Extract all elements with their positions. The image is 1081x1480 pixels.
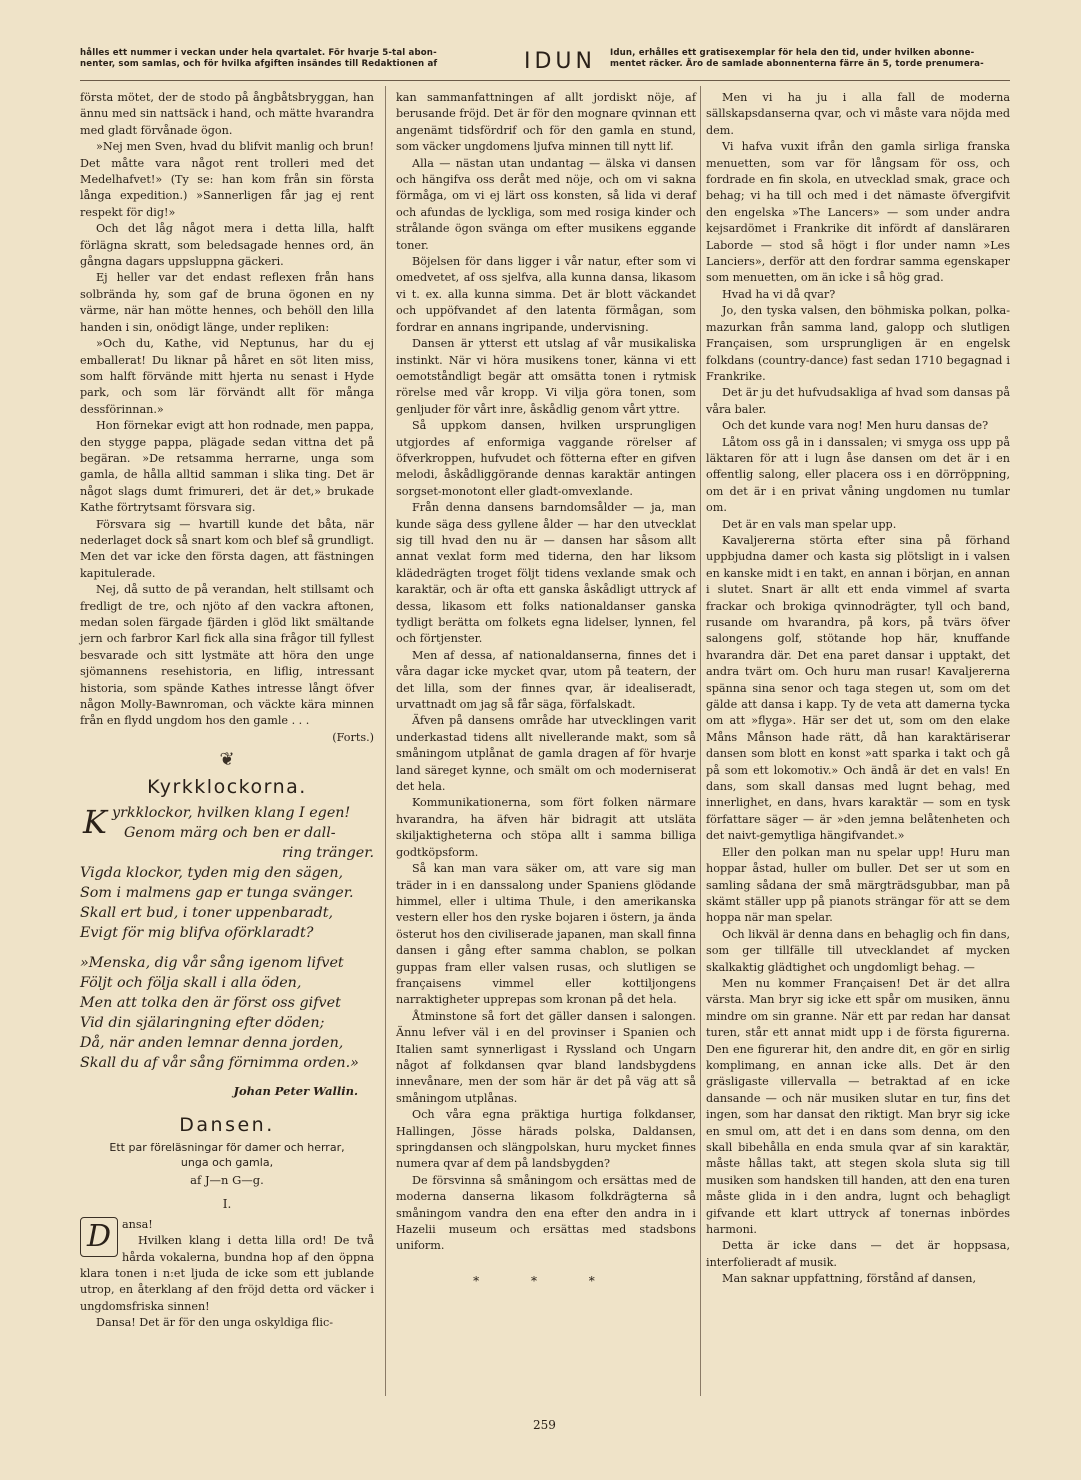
paragraph: Försvara sig — hvartill kunde det båta, när nederlaget dock så snart kom och blef så grundligt. Men det var icke den första dagen, att fästningen kapitulerade. bbox=[80, 517, 374, 580]
article-subtitle: unga och gamla, bbox=[180, 1155, 274, 1169]
paragraph: Åtminstone så fort det gäller dansen i salongen. Ännu lefver väl i en del provinser i Spanien och Italien samt synnerligast i Ryssland och Ungarn något af folkdansen qvar bland landsbygdens innevånare, men der som här är det på väg att så småningom utplånas. bbox=[396, 1009, 696, 1105]
paragraph: Hvad ha vi då qvar? bbox=[722, 287, 836, 301]
paragraph: Det är ju det hufvudsakliga af hvad som dansas på våra baler. bbox=[706, 386, 1010, 416]
paragraph: Och likväl är denna dans en behaglig och fin dans, som ger tillfälle till utvecklandet af mycken skalkaktig glädtighet och ungdomligt behag. — bbox=[706, 927, 1010, 974]
paragraph: »Nej men Sven, hvad du blifvit manlig och brun! Det måtte vara något rent trolleri med det Medelhafvet!» (Ty se: han kom från sin första långa expedition.) »Sannerligen får jag ej rent respekt för dig!» bbox=[80, 140, 374, 219]
poem-line: Då, när anden lemnar denna jorden, bbox=[80, 1035, 344, 1052]
page-number: 259 bbox=[533, 1418, 556, 1432]
paragraph: Och det kunde vara nog! Men huru dansas de? bbox=[722, 419, 989, 433]
paragraph: »Och du, Kathe, vid Neptunus, har du ej emballerat! Du liknar på håret en söt liten miss, som halft förvände mitt hjerta nu senast i Hyde park, och som lär förvändt allt för många dessförinnan.» bbox=[80, 337, 374, 416]
poem-line: »Menska, dig vår sång igenom lifvet bbox=[80, 955, 344, 972]
poem-stanza-1 bbox=[80, 803, 374, 943]
section-break-stars: * * * bbox=[473, 1273, 619, 1288]
paragraph: Jo, den tyska valsen, den böhmiska polkan, polka-mazurkan från samma land, galopp och slutligen Françaisen, som ursprungligen är en engelsk folkdans (country-dance) fast sedan 1710 begagnad i Frankrike. bbox=[706, 304, 1010, 383]
poem-line: Vigda klockor, tyden mig den sägen, bbox=[80, 865, 344, 882]
masthead-title: IDUN bbox=[524, 49, 596, 74]
paragraph: Hon förnekar evigt att hon rodnade, men pappa, den stygge pappa, plägade sedan vittna det på begäran. »De retsamma herrarne, unga som gamla, de hålla alltid samman i slika ting. Det är något slags dumt frimureri, det är det,» brukade Kathe förtrytsamt försvara sig. bbox=[80, 419, 374, 515]
paragraph: Man saknar uppfattning, förstånd af dansen, bbox=[722, 1272, 977, 1286]
poem-line: Evigt för mig blifva oförklaradt? bbox=[80, 925, 314, 942]
paragraph: Men vi ha ju i alla fall de moderna sällskapsdanserna qvar, och vi måste vara nöjda med dem. bbox=[706, 91, 1010, 137]
paragraph: Eller den polkan man nu spelar upp! Huru man hoppar åstad, huller om buller. Det ser ut som en samling sådana der små märgträdsgubbar, man på skämt ställer upp på pianots strängar för att se dem hoppa när man spelar. bbox=[706, 845, 1010, 925]
poem-title: Kyrkklockorna. bbox=[147, 775, 307, 798]
paragraph: Detta är icke dans — det är hoppsasa, interfolieradt af musik. bbox=[706, 1239, 1010, 1269]
paragraph: Vi hafva vuxit ifrån den gamla sirliga franska menuetten, som var för långsam för oss, och fordrade en fin skola, en utvecklad smak, grace och behag; vi ha till och med i det nämaste öfvergifvit den engelska »The Lancers» — som under andra kejsardömet i Frankrike dit infördt af dansläraren Laborde — stod så högt i flor under namn »Les Lanciers», derför att den fordrar samma egenskaper som menuetten, om än icke i så hög grad. bbox=[706, 140, 1010, 285]
poem-line: yrkklockor, hvilken klang I egen! bbox=[112, 805, 351, 822]
poem-line: Skall ert bud, i toner uppenbaradt, bbox=[80, 905, 334, 922]
header-subscription-note-left: hålles ett nummer i veckan under hela qvartalet. För hvarje 5-tal abon- nenter, som samlas, och för hvilka afgiften insändes till Redaktionen af bbox=[80, 48, 438, 69]
poem-line: Men att tolka den är först oss gifvet bbox=[80, 995, 341, 1012]
ornamental-initial: K bbox=[83, 803, 107, 842]
paragraph: De försvinna så småningom och ersättas med de moderna danserna likasom folkdrägterna så småningom vandra den ena efter den andra in i Hazelii museum och ersättas med stadsbons uniform. bbox=[396, 1173, 696, 1253]
paragraph: Så kan man vara säker om, att vare sig man träder in i en danssalong under Spaniens glödande himmel, eller i ultima Thule, i den amerikanska vestern eller hos den ryske bojaren i östern, ja ända österut hos den civiliserade japanen, man skall finna dansen i gång efter samma chablon, se polkan guppas fram eller valsen rusas, och slutligen se françaisens vimmel eller kottiljongens narraktigheter upprepas som kronan på det hela. bbox=[396, 862, 696, 1007]
paragraph: Det är en vals man spelar upp. bbox=[722, 517, 897, 531]
paragraph: Nej, då sutto de på verandan, helt stillsamt och fredligt de tre, och njöto af den vackra aftonen, medan solen färgade fjärden i glöd likt smältande jern och farbror Karl fick alla sina frågor till fyllest besvarade och sitt lystmäte att höra den unge sjömannens resehistoria, en liflig, intressant historia, som spände Kathes intresse långt öfver någon Molly-Bawnroman, och väckte kära minnen från en flydd ungdom hos den gamle . . . bbox=[80, 583, 374, 728]
header-subscription-note-right: Idun, erhålles ett gratisexemplar för hela den tid, under hvilken abonne- mentet räcker. Äro de samlade abonnenterna färre än 5, torde prenumera- bbox=[610, 48, 984, 69]
paragraph: första mötet, der de stodo på ångbåtsbryggan, han ännu med sin nattsäck i hand, och mätte hvarandra med gladt förvånade ögon. bbox=[80, 91, 374, 137]
paragraph: Alla — nästan utan undantag — älska vi dansen och hängifva oss deråt med nöje, och om vi sakna förmåga, om vi ej lärt oss konsten, så lida vi deraf och afundas de lyckliga, som med rosiga kinder och strålande ögon svänga om efter musikens eggande toner. bbox=[396, 156, 696, 252]
page-header bbox=[80, 47, 1010, 79]
poem-kyrkklockorna bbox=[80, 803, 374, 1073]
paragraph: Hvilken klang i detta lilla ord! De två hårda vokalerna, bundna hop af den öppna klara tonen i n:et ljuda de icke som ett jublande utrop, en återklang af den fröjd detta ord väcker i ungdomsfriska sinnen! bbox=[80, 1234, 374, 1313]
poem-line: ring tränger. bbox=[281, 845, 374, 862]
fleuron-ornament: ❦ bbox=[219, 749, 235, 771]
poem-line: Som i malmens gap er tunga svänger. bbox=[80, 885, 354, 902]
poem-line: Genom märg och ben er dall- bbox=[124, 825, 336, 842]
article-title: Dansen. bbox=[179, 1114, 275, 1137]
paragraph: kan sammanfattningen af allt jordiskt nöje, af berusande fröjd. Det är för den mognare qvinnan ett angenämt tidsfördrif och för den gamla en stund, som väcker ungdomens ljufva minnen till nytt lif. bbox=[396, 91, 696, 154]
paragraph: Ej heller var det endast reflexen från hans solbrända hy, som gaf de bruna ögonen en ny värme, när han mötte hennes, och behöll den lilla handen i sin, onödigt länge, under repliken: bbox=[80, 271, 374, 334]
paragraph: Från denna dansens barndomsålder — ja, man kunde säga dess gyllene ålder — har den utvecklat sig till hvad den nu är — dansen har såsom allt annat vexlat form med tiderna, den har liksom klädedrägten troget följt tidens vexlande smak och karaktär, och är ofta ett ganska åskådligt uttryck af dessa, likasom ett folks nationaldanser ganska tydligt berätta om folkets egna lidelser, lynnen, fel och förtjenster. bbox=[396, 501, 696, 646]
section-numeral: I. bbox=[222, 1197, 232, 1212]
column-divider-1 bbox=[385, 86, 386, 1396]
column-2 bbox=[396, 90, 696, 1289]
header-rule bbox=[80, 80, 1010, 81]
poem-line: Vid din själaringning efter döden; bbox=[80, 1015, 325, 1032]
paragraph-opening: ansa! bbox=[122, 1217, 153, 1231]
paragraph: Och våra egna präktiga hurtiga folkdanser, Hallingen, Jösse härads polska, Daldansen, springdansen och slängpolskan, huru mycket finnes numera qvar af dem på landsbygden? bbox=[396, 1108, 696, 1171]
paragraph: Böjelsen för dans ligger i vår natur, efter som vi omedvetet, af oss sjelfva, alla kunna dansa, likasom vi t. ex. alla kunna simma. Det är blott väckandet och uppöfvandet af den latenta förmågan, som fordrar en annans ingripande, undervisning. bbox=[396, 255, 696, 334]
poem-author: Johan Peter Wallin. bbox=[233, 1084, 358, 1099]
column-1 bbox=[80, 90, 374, 1332]
continued-note: (Forts.) bbox=[332, 730, 374, 744]
article-subtitle: Ett par föreläsningar för damer och herrar, bbox=[109, 1140, 345, 1154]
paragraph: Låtom oss gå in i danssalen; vi smyga oss upp på läktaren för att i lugn åse dansen om det är i en offentlig salong, eller placera oss i en dörröppning, om det är i en privat våning ungdomen nu tumlar om. bbox=[706, 435, 1010, 515]
ornamental-dropcap: D bbox=[80, 1217, 118, 1257]
poem-line: Följt och följa skall i alla öden, bbox=[80, 975, 302, 992]
paragraph: Och det låg något mera i detta lilla, halft förlägna skratt, som beledsagade hennes ord, än gångna dagars uppsluppna gäckeri. bbox=[80, 222, 374, 269]
paragraph: Men af dessa, af nationaldanserna, finnes det i våra dagar icke mycket qvar, utom på teatern, der det lilla, som der finnes qvar, är idealiseradt, urvattnadt om jag så får säga, förfalskadt. bbox=[396, 648, 696, 712]
paragraph: Äfven på dansens område har utvecklingen varit underkastad tidens allt nivellerande makt, som så småningom utplånat de gamla dragen af för hvarje land säreget kynne, och smält om och moderniserat det hela. bbox=[396, 714, 696, 794]
paragraph: Dansen är ytterst ett utslag af vår musikaliska instinkt. När vi höra musikens toner, känna vi ett oemotståndligt begär att omsätta tonen i rytmisk rörelse med vår kropp. Vi vilja göra tonen, som genljuder för vårt inre, åskådlig genom vårt yttre. bbox=[396, 337, 696, 416]
paragraph: Kavaljererna störta efter sina på förhand uppbjudna damer och kasta sig plötsligt in i valsen en kanske midt i en takt, en annan i början, en annan i slutet. Snart är allt ett enda vimmel af svarta frackar och brokiga qvinnodrägter, tyll och band, rusande om hvarandra, på kors, på tvärs öfver salongens golf, stötande hop här, knuffande hvarandra där. Det ena paret dansar i upptakt, det andra tvärt om. Och huru man rusar! Kavaljererna spänna sina senor och taga stegen ut, som om det gälde att dansa i kapp. Ty de veta att damerna tycka om att »flyga». Här ser det ut, som om den elake Måns Månson hade rätt, då han karaktäriserar dansen som blott en konst »att sparka i takt och gå på som ett lokomotiv.» Och ändå är det en vals! En dans, som skall dansas med lugnt behag, med innerlighet, en dans, hvars karaktär — som en tysk författare säger — är »den jemna belåtenheten och det naivt-gemytliga hängifvandet.» bbox=[706, 533, 1010, 843]
paragraph: Kommunikationerna, som fört folken närmare hvarandra, ha äfven här bidragit att utsläta skiljaktigheterna och stöpa allt i samma billiga godtköpsform. bbox=[396, 796, 696, 859]
paragraph: Men nu kommer Françaisen! Det är det allra värsta. Man bryr sig icke ett spår om musiken, ännu mindre om sin granne. När ett par redan har dansat turen, står ett annat midt upp i de första figurerna. Den ene figurerar hit, den andre dit, en gör en sirlig komplimang, en annan icke alls. Det är den gräsligaste villervalla — betraktad af en icke dansande — och när musiken slutar en tur, fins det ingen, som har dansat den riktigt. Man bryr sig icke en smul om, att det i en dans som denna, om den skall bibehålla en enda smula qvar af sin karaktär, måste hållas takt, att stegen skola sluta sig till musiken som handsken till handen, att den ena turen måste glida in i den andra, lugnt och behagligt gifvande ett klart uttryck af tonernas inbördes harmoni. bbox=[706, 976, 1010, 1237]
paragraph: Dansa! Det är för den unga oskyldiga flic- bbox=[96, 1316, 334, 1330]
column-3 bbox=[706, 90, 1010, 1288]
column-divider-2 bbox=[700, 86, 701, 1396]
poem-line: Skall du af vår sång förnimma orden.» bbox=[80, 1055, 359, 1072]
poem-stanza-2 bbox=[80, 953, 374, 1073]
paragraph: Så uppkom dansen, hvilken ursprungligen utgjordes af enformiga vaggande rörelser af öfverkroppen, hufvudet och fötterna efter en gifven melodi, åskådliggörande dennas karaktär antingen sorgset-monotont eller gladt-omvexlande. bbox=[396, 419, 696, 498]
article-byline: af J—n G—g. bbox=[190, 1172, 264, 1187]
